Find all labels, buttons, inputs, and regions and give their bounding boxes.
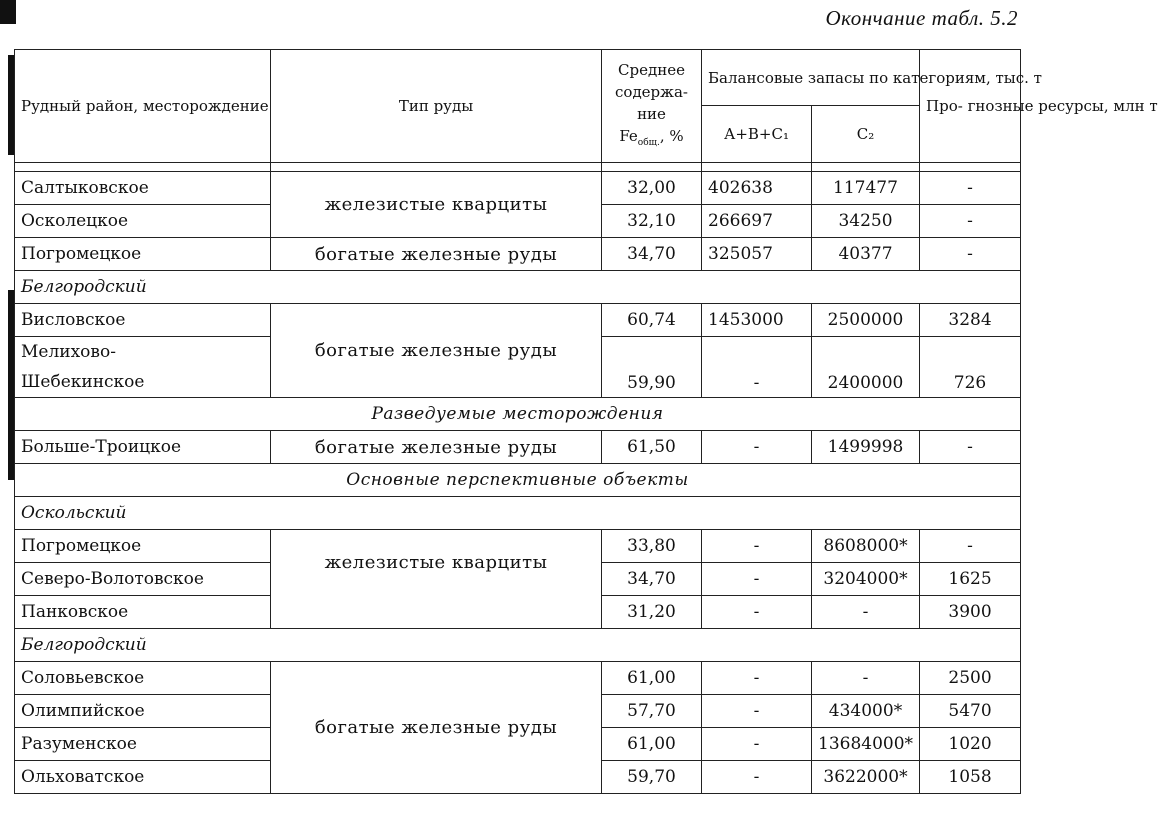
deposit-name xyxy=(15,337,271,398)
reserves-abc: 402638 xyxy=(702,172,812,205)
reserves-abc: - xyxy=(702,695,812,728)
forecast-resources: 5470 xyxy=(920,695,1021,728)
table-caption: Окончание табл. 5.2 xyxy=(825,6,1018,30)
header-ore-type: Тип руды xyxy=(271,50,602,163)
fe-content: 31,20 xyxy=(602,596,702,629)
table-row xyxy=(15,431,1021,464)
fe-content: 57,70 xyxy=(602,695,702,728)
deposit-name: Погромецкое xyxy=(15,530,271,563)
table-row xyxy=(15,172,1021,205)
fe-content: 60,74 xyxy=(602,304,702,337)
deposit-name: Панковское xyxy=(15,596,271,629)
reserves-abc: - xyxy=(702,596,812,629)
reserves-c2: 40377 xyxy=(812,238,920,271)
reserves-c2: 13684000* xyxy=(812,728,920,761)
deposit-name: Олимпийское xyxy=(15,695,271,728)
reserves-c2: 3622000* xyxy=(812,761,920,794)
header-avg-content-unit: % xyxy=(669,126,684,145)
ore-type-cell: железистые кварциты xyxy=(271,172,602,238)
ore-type-cell: богатые железные руды xyxy=(271,431,602,464)
reserves-c2: 3204000* xyxy=(812,563,920,596)
subheading-row xyxy=(15,398,1021,431)
table-row xyxy=(15,662,1021,695)
reserves-abc: - xyxy=(702,761,812,794)
table-row xyxy=(15,304,1021,337)
header-district: Рудный район, месторождение xyxy=(15,50,271,163)
reserves-abc: - xyxy=(702,337,812,398)
forecast-resources: - xyxy=(920,530,1021,563)
fe-content: 61,00 xyxy=(602,662,702,695)
scan-corner-mark xyxy=(0,0,16,24)
explored-deposits-heading: Разведуемые месторождения xyxy=(15,398,1021,431)
fe-content: 34,70 xyxy=(602,238,702,271)
forecast-resources: - xyxy=(920,431,1021,464)
forecast-resources: 726 xyxy=(920,337,1021,398)
ore-type-cell: богатые железные руды xyxy=(271,662,602,794)
district-heading: Белгородский xyxy=(15,271,1021,304)
reserves-abc: - xyxy=(702,728,812,761)
fe-content: 59,70 xyxy=(602,761,702,794)
reserves-abc: - xyxy=(702,662,812,695)
reserves-c2: - xyxy=(812,596,920,629)
reserves-c2: 434000* xyxy=(812,695,920,728)
header-avg-content-fe: Fe xyxy=(619,126,638,145)
deposit-name: Осколецкое xyxy=(15,205,271,238)
deposit-name: Ольховатское xyxy=(15,761,271,794)
forecast-resources: - xyxy=(920,238,1021,271)
deposit-name: Северо-Волотовское xyxy=(15,563,271,596)
subheading-row xyxy=(15,464,1021,497)
table-row xyxy=(15,530,1021,563)
forecast-resources: - xyxy=(920,205,1021,238)
ore-type-cell: богатые железные руды xyxy=(271,304,602,398)
deposit-name: Соловьевское xyxy=(15,662,271,695)
section-row xyxy=(15,271,1021,304)
forecast-resources: 3900 xyxy=(920,596,1021,629)
deposit-name-line2: Шебекинское xyxy=(21,372,145,392)
reserves-abc: 266697 xyxy=(702,205,812,238)
deposit-name-line1: Мелихово- xyxy=(21,342,116,362)
header-avg-content-line1: Среднее xyxy=(618,60,685,79)
ore-type-cell: железистые кварциты xyxy=(271,530,602,629)
ore-deposits-table xyxy=(14,49,1158,794)
fe-content: 61,00 xyxy=(602,728,702,761)
fe-content: 32,10 xyxy=(602,205,702,238)
deposit-name: Висловское xyxy=(15,304,271,337)
reserves-c2: 34250 xyxy=(812,205,920,238)
forecast-resources: 1058 xyxy=(920,761,1021,794)
table-row xyxy=(15,238,1021,271)
fe-content: 61,50 xyxy=(602,431,702,464)
fe-content: 59,90 xyxy=(602,337,702,398)
reserves-abc: 325057 xyxy=(702,238,812,271)
reserves-c2: 2500000 xyxy=(812,304,920,337)
section-row xyxy=(15,629,1021,662)
deposit-name: Погромецкое xyxy=(15,238,271,271)
forecast-resources: 1020 xyxy=(920,728,1021,761)
deposit-name: Больше-Троицкое xyxy=(15,431,271,464)
reserves-c2: 117477 xyxy=(812,172,920,205)
district-heading: Оскольский xyxy=(15,497,1021,530)
reserves-c2: 2400000 xyxy=(812,337,920,398)
forecast-resources: 1625 xyxy=(920,563,1021,596)
district-heading: Белгородский xyxy=(15,629,1021,662)
header-avg-content-sub: общ. xyxy=(637,137,660,148)
forecast-resources: 2500 xyxy=(920,662,1021,695)
header-category-abc: А+В+С₁ xyxy=(702,106,812,163)
fe-content: 32,00 xyxy=(602,172,702,205)
section-row xyxy=(15,497,1021,530)
header-avg-content: Среднее содержа- ние $Fe_{общ.}$, % xyxy=(602,50,702,163)
deposit-name: Разуменское xyxy=(15,728,271,761)
header-avg-content-line2: содержа- xyxy=(615,82,688,101)
reserves-abc: 1453000 xyxy=(702,304,812,337)
reserves-c2: 8608000* xyxy=(812,530,920,563)
reserves-c2: - xyxy=(812,662,920,695)
deposit-name: Салтыковское xyxy=(15,172,271,205)
ore-type-cell: богатые железные руды xyxy=(271,238,602,271)
header-category-c2: С₂ xyxy=(812,106,920,163)
fe-content: 34,70 xyxy=(602,563,702,596)
prospective-objects-heading: Основные перспективные объекты xyxy=(15,464,1021,497)
forecast-resources: 3284 xyxy=(920,304,1021,337)
header-avg-content-line3: ние xyxy=(637,104,666,123)
reserves-abc: - xyxy=(702,563,812,596)
forecast-resources: - xyxy=(920,172,1021,205)
fe-content: 33,80 xyxy=(602,530,702,563)
reserves-abc: - xyxy=(702,431,812,464)
header-balance-reserves: Балансовые запасы по категориям, тыс. т xyxy=(702,50,920,106)
reserves-c2: 1499998 xyxy=(812,431,920,464)
header-forecast: Про- гнозные ресурсы, млн т xyxy=(920,50,1021,163)
reserves-abc: - xyxy=(702,530,812,563)
